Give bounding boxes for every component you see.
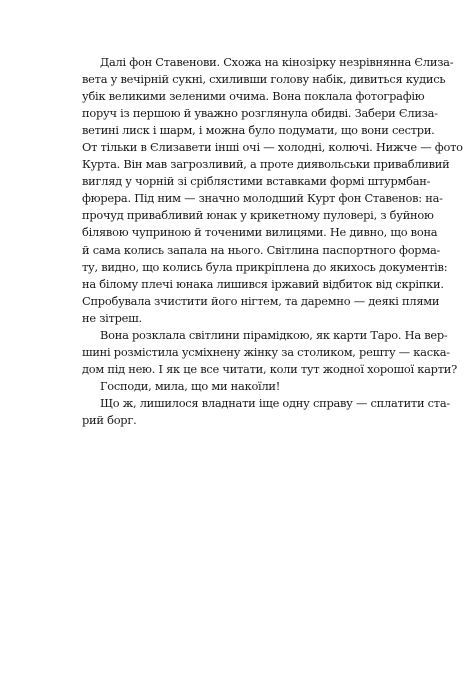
text-line: на білому плечі юнака лишився іржавий відбиток від скріпки. (82, 276, 444, 291)
text-line: не зітреш. (82, 310, 142, 325)
body-text (64, 54, 463, 429)
text-line: й сама колись запала на нього. Світлина паспортного форма- (82, 242, 441, 257)
text-line: ту, видно, що колись була прикріплена до якихось документів: (82, 259, 448, 274)
text-line: прочуд привабливий юнак у крикетному пуловері, з буйною (82, 208, 434, 223)
text-line: фюрера. Під ним — значно молодший Курт фон Ставенов: на- (82, 191, 443, 206)
text-line: Спробувала зчистити його нігтем, та даремно — деякі плями (82, 293, 440, 308)
text-line: ветині лиск і шарм, і можна було подумати, що вони сестри. (82, 123, 435, 138)
text-line: дом під нею. І як це все читати, коли тут жодної хорошої карти? (82, 361, 457, 376)
paragraph-3 (64, 378, 418, 395)
text-line: рий борг. (82, 412, 137, 427)
text-line: убік великими зеленими очима. Вона поклала фотографію (82, 89, 425, 104)
text-line: Далі фон Ставенови. Схожа на кінозірку незрівнянна Єлиза- (100, 55, 454, 69)
text-line: білявою чуприною й точеними вилицями. Не дивно, що вона (82, 225, 438, 240)
text-line: Господи, мила, що ми накоїли! (100, 378, 281, 393)
text-line: От тільки в Єлизавети інші очі — холодні, колючі. Нижче — фото (82, 140, 463, 155)
text-line: вета у вечірній сукні, схиливши голову набік, дивиться кудись (82, 72, 446, 87)
text-line: Що ж, лишилося владнати іще одну справу — сплатити ста- (100, 395, 450, 410)
text-line: Вона розклала світлини пірамідкою, як карти Таро. На вер- (100, 327, 448, 342)
text-line: Курта. Він мав загрозливий, а проте диявольськи привабливий (82, 157, 450, 172)
paragraph-2 (64, 327, 457, 378)
text-line: вигляд у чорній зі сріблястими вставками формі штурмбан- (82, 174, 431, 189)
paragraph-1 (64, 54, 463, 327)
paragraph-4 (64, 395, 450, 429)
text-line: поруч із першою й уважно розглянула обидві. Забери Єлиза- (82, 106, 438, 121)
text-line: шині розмістила усміхнену жінку за столиком, решту — каска- (82, 344, 450, 359)
